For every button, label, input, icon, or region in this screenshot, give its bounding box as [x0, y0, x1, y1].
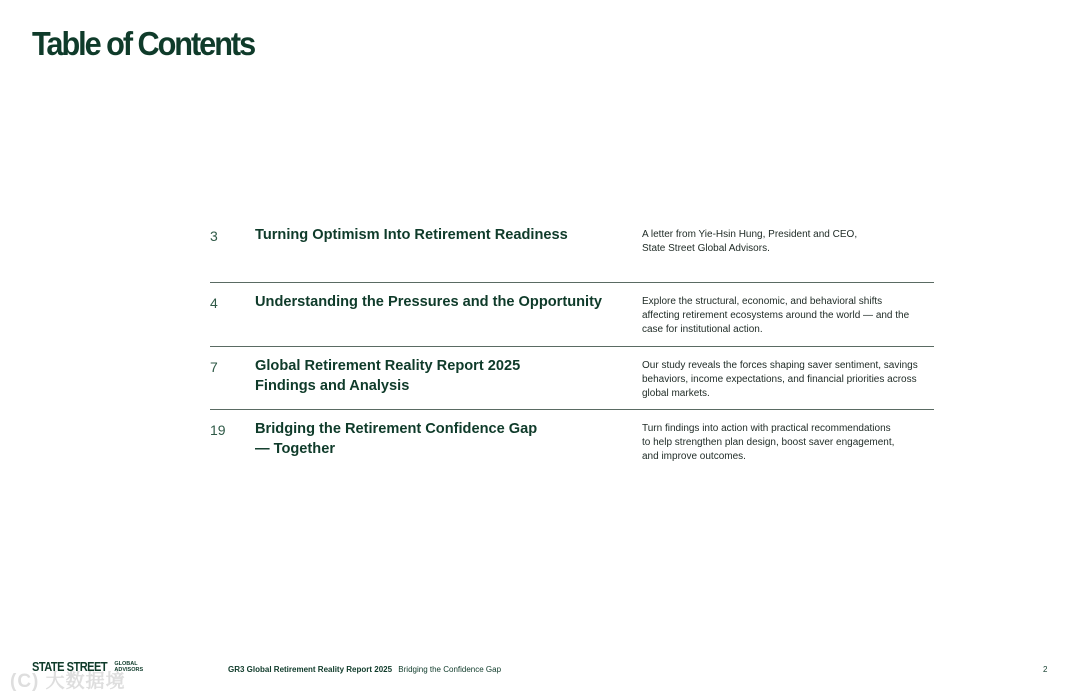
page-title: Table of Contents	[32, 25, 255, 62]
toc-entry[interactable]	[210, 410, 934, 480]
watermark: (C) 大数据境	[10, 671, 126, 692]
toc-page-number: 19	[210, 422, 226, 438]
table-of-contents	[210, 216, 934, 480]
page-number: 2	[1043, 665, 1048, 674]
toc-page-number: 3	[210, 228, 218, 244]
toc-entry-description: Explore the structural, economic, and behavioral shifts affecting retirement ecosystems around the world — and the case for institutional action.	[642, 296, 910, 335]
toc-entry-title[interactable]: Global Retirement Reality Report 2025 Findings and Analysis	[255, 358, 521, 394]
toc-page-number: 7	[210, 359, 218, 375]
toc-entry-title[interactable]: Understanding the Pressures and the Opportunity	[255, 294, 603, 310]
footer-report-title	[228, 665, 501, 674]
state-street-logo	[32, 660, 143, 676]
toc-entry[interactable]	[210, 216, 934, 283]
logo-wordmark: STATE STREET	[32, 659, 108, 674]
toc-entry-description: A letter from Yie-Hsin Hung, President and CEO, State Street Global Advisors.	[642, 229, 858, 254]
report-name: GR3 Global Retirement Reality Report 2025	[228, 665, 393, 674]
toc-page-number: 4	[210, 295, 218, 311]
toc-entry-description: Our study reveals the forces shaping saver sentiment, savings behaviors, income expectations, and financial priorities across global markets.	[642, 360, 918, 399]
toc-entry-title[interactable]: Turning Optimism Into Retirement Readiness	[255, 227, 568, 243]
toc-entry-description: Turn findings into action with practical recommendations to help strengthen plan design, boost saver engagement, and improve outcomes.	[642, 423, 895, 462]
logo-subtext: GLOBAL ADVISORS	[114, 661, 144, 673]
toc-entry-title[interactable]: Bridging the Retirement Confidence Gap — Together	[255, 421, 538, 457]
toc-entry[interactable]	[210, 347, 934, 410]
toc-entry[interactable]	[210, 283, 934, 347]
report-subtitle: Bridging the Confidence Gap	[398, 665, 502, 674]
